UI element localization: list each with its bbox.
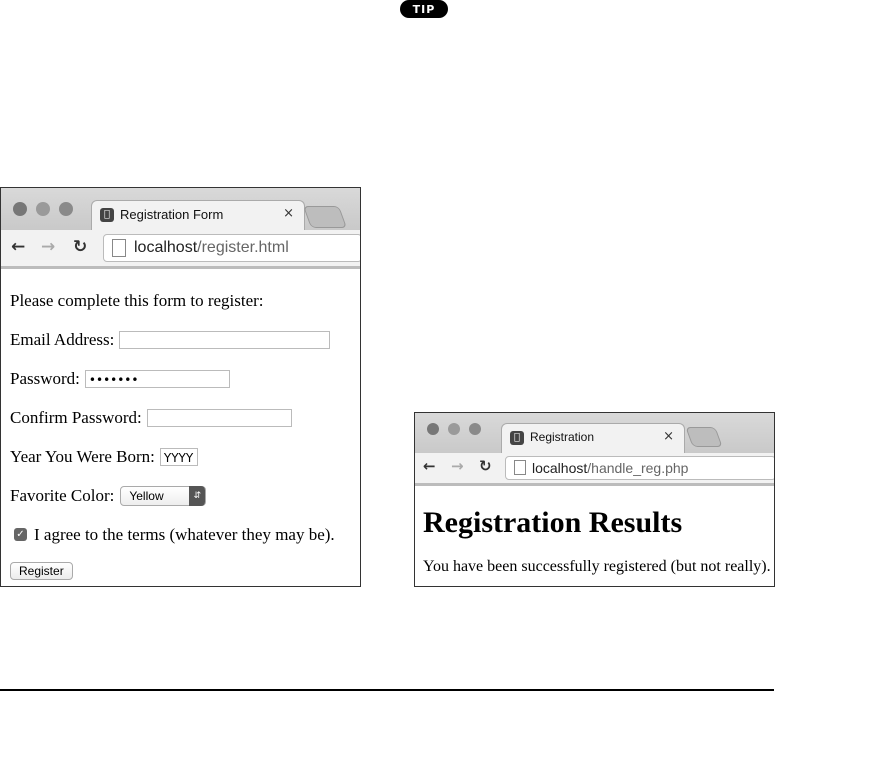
color-selected-value: Yellow (129, 488, 164, 503)
results-message: You have been successfully registered (but not really). (423, 558, 771, 575)
select-updown-icon: ⇵ (189, 486, 205, 506)
tab-close-icon[interactable]: × (663, 429, 674, 444)
back-arrow-icon[interactable]: ← (423, 457, 436, 475)
confirm-password-label: Confirm Password: (10, 407, 142, 427)
register-row (10, 554, 351, 584)
password-field[interactable]: ••••••• (85, 370, 230, 388)
tab-bar (415, 413, 774, 453)
tab-close-icon[interactable]: × (283, 206, 294, 221)
close-window-icon[interactable] (13, 202, 27, 216)
registration-form (1, 281, 360, 584)
forward-arrow-icon[interactable]: → (451, 457, 464, 475)
minimize-window-icon[interactable] (448, 423, 460, 435)
page-icon (514, 460, 526, 475)
tip-badge: TIP (400, 0, 448, 18)
toolbar (1, 230, 360, 269)
apple-favicon-icon (510, 431, 524, 445)
terms-row (10, 515, 351, 554)
color-row (10, 476, 351, 515)
reload-icon[interactable]: ↻ (73, 237, 88, 257)
register-button[interactable]: Register (10, 562, 73, 580)
toolbar (415, 453, 774, 486)
forward-arrow-icon[interactable]: → (41, 237, 56, 257)
password-label: Password: (10, 368, 80, 388)
year-field[interactable]: YYYY (160, 448, 198, 466)
new-tab-button[interactable] (303, 206, 347, 228)
page-icon (112, 239, 126, 257)
tab-registration-form[interactable] (91, 200, 305, 231)
password-row (10, 359, 351, 398)
maximize-window-icon[interactable] (469, 423, 481, 435)
confirm-password-row (10, 398, 351, 437)
form-intro: Please complete this form to register: (10, 290, 264, 310)
terms-checkbox[interactable]: ✓ (14, 528, 27, 541)
apple-favicon-icon (100, 208, 114, 222)
divider-rule (0, 689, 774, 691)
close-window-icon[interactable] (427, 423, 439, 435)
browser-window-registration-results (414, 412, 775, 587)
results-content (415, 506, 774, 576)
results-heading: Registration Results (423, 506, 683, 539)
year-row (10, 437, 351, 476)
window-controls (427, 423, 481, 435)
confirm-password-field[interactable] (147, 409, 292, 427)
url-text: localhost/handle_reg.php (532, 460, 689, 476)
url-text: localhost/register.html (134, 239, 289, 256)
email-label: Email Address: (10, 329, 115, 349)
maximize-window-icon[interactable] (59, 202, 73, 216)
reload-icon[interactable]: ↻ (479, 457, 492, 475)
color-select[interactable] (120, 486, 206, 506)
address-bar[interactable] (103, 234, 361, 262)
minimize-window-icon[interactable] (36, 202, 50, 216)
tab-bar (1, 188, 360, 230)
email-row (10, 320, 351, 359)
address-bar[interactable] (505, 456, 775, 480)
tab-title: Registration (530, 430, 595, 444)
new-tab-button[interactable] (685, 427, 722, 447)
tab-title: Registration Form (120, 207, 224, 222)
browser-window-registration-form (0, 187, 361, 587)
tab-registration[interactable] (501, 423, 685, 454)
email-field[interactable] (119, 331, 330, 349)
terms-label: I agree to the terms (whatever they may be). (34, 524, 335, 544)
color-label: Favorite Color: (10, 485, 115, 505)
back-arrow-icon[interactable]: ← (11, 237, 26, 257)
window-controls (13, 202, 73, 216)
year-label: Year You Were Born: (10, 446, 155, 466)
